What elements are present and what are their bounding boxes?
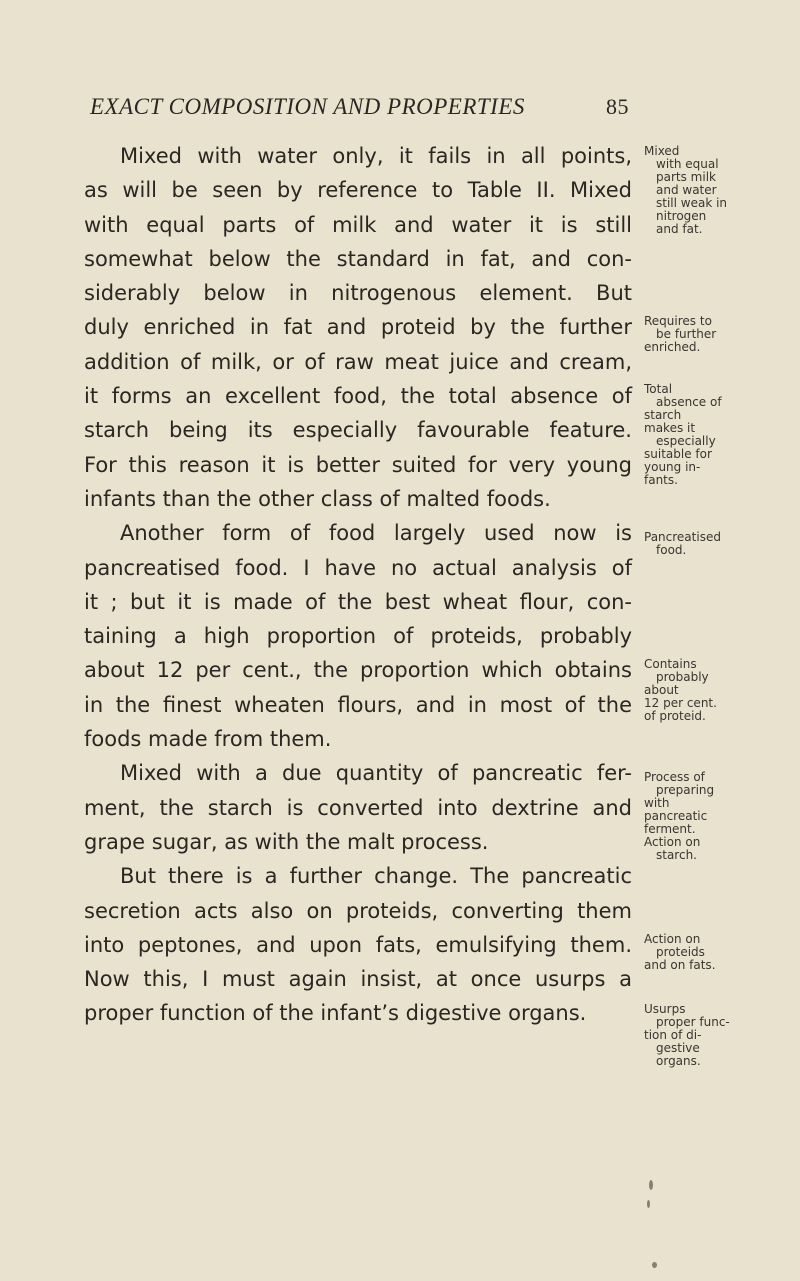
side-note-line: Mixed	[644, 144, 680, 158]
side-note-line: gestive	[656, 1041, 700, 1055]
body-line: in the finest wheaten flours, and in most of the	[84, 692, 632, 717]
side-note-line: Process of	[644, 770, 705, 784]
side-note-line: food.	[656, 543, 687, 557]
side-note-line: and water	[656, 183, 717, 197]
body-line: For this reason it is better suited for very young	[84, 452, 632, 477]
side-note-line: Usurps	[644, 1002, 686, 1016]
side-note-line: of proteid.	[644, 709, 706, 723]
side-note-process-of-preparing	[644, 771, 794, 862]
body-line: Now this, I must again insist, at once usurps a	[84, 967, 632, 992]
side-note-absence-of-starch	[644, 383, 794, 487]
side-note-line: Requires to	[644, 314, 712, 328]
side-note-line: with equal	[656, 157, 719, 171]
body-line: ment, the starch is converted into dextrine and	[84, 795, 632, 820]
side-note-line: absence of	[656, 395, 722, 409]
running-title: EXACT COMPOSITION AND PROPERTIES	[90, 94, 525, 119]
body-line: Another form of food largely used now is	[120, 521, 632, 546]
running-header	[90, 94, 630, 120]
side-note-action-on-proteids	[644, 933, 794, 972]
body-line: foods made from them.	[84, 727, 332, 752]
side-note-line: be further	[656, 327, 717, 341]
side-note-line: about	[644, 683, 679, 697]
body-line: somewhat below the standard in fat, and con-	[84, 246, 632, 271]
scan-speck	[647, 1200, 650, 1208]
side-note-line: tion of di-	[644, 1028, 702, 1042]
body-line: it forms an excellent food, the total absence of	[84, 384, 632, 409]
side-note-line: organs.	[656, 1054, 701, 1068]
side-note-pancreatised-food	[644, 531, 794, 557]
body-line: Mixed with a due quantity of pancreatic fer-	[120, 761, 632, 786]
body-line: Mixed with water only, it fails in all points,	[120, 144, 632, 168]
side-note-line: makes it	[644, 421, 696, 435]
side-note-line: young in-	[644, 460, 701, 474]
body-line: siderably below in nitrogenous element. But	[84, 281, 632, 306]
side-note-requires-enrichment	[644, 315, 794, 354]
side-note-line: starch.	[656, 848, 697, 862]
page-number: 85	[606, 94, 629, 119]
side-note-line: proteids	[656, 945, 705, 959]
side-note-line: enriched.	[644, 340, 701, 354]
side-note-line: pancreatic	[644, 809, 708, 823]
body-line: addition of milk, or of raw meat juice and cream,	[84, 349, 632, 374]
scan-speck	[652, 1262, 657, 1268]
side-note-line: preparing	[656, 783, 715, 797]
side-note-mixed-water	[644, 145, 794, 236]
side-note-line: and on fats.	[644, 958, 716, 972]
body-line: infants than the other class of malted foods.	[84, 486, 551, 511]
body-line: as will be seen by reference to Table II. Mixed	[84, 178, 632, 203]
side-note-line: Action on	[644, 932, 701, 946]
body-line: starch being its especially favourable feature.	[84, 418, 632, 443]
side-note-contains-proteid	[644, 658, 794, 723]
body-line: into peptones, and upon fats, emulsifying them.	[84, 932, 632, 957]
side-note-line: parts milk	[656, 170, 716, 184]
side-note-line: with	[644, 796, 670, 810]
side-note-line: and fat.	[656, 222, 703, 236]
side-note-line: fants.	[644, 473, 678, 487]
side-note-line: ferment.	[644, 822, 696, 836]
body-line: with equal parts of milk and water it is still	[84, 212, 632, 237]
side-note-line: still weak in	[656, 196, 728, 210]
side-note-line: 12 per cent.	[644, 696, 717, 710]
side-note-line: nitrogen	[656, 209, 707, 223]
body-line: proper function of the infant’s digestive organs.	[84, 1001, 587, 1026]
side-note-line: suitable for	[644, 447, 712, 461]
side-note-line: Contains	[644, 657, 697, 671]
side-note-line: Total	[644, 382, 673, 396]
side-note-line: probably	[656, 670, 709, 684]
side-note-line: Action on	[644, 835, 701, 849]
body-line: grape sugar, as with the malt process.	[84, 829, 489, 854]
side-note-line: starch	[644, 408, 682, 422]
body-line: it ; but it is made of the best wheat flour, con-	[84, 589, 632, 614]
side-note-line: especially	[656, 434, 716, 448]
scan-speck	[649, 1180, 653, 1190]
body-text	[84, 139, 632, 1031]
body-line: pancreatised food. I have no actual analysis of	[84, 555, 632, 580]
body-line: secretion acts also on proteids, converting them	[84, 898, 632, 923]
body-line: about 12 per cent., the proportion which obtains	[84, 658, 632, 683]
side-note-line: Pancreatised	[644, 530, 721, 544]
body-line: duly enriched in fat and proteid by the further	[84, 315, 632, 340]
body-line: But there is a further change. The pancreatic	[120, 864, 632, 889]
body-line: taining a high proportion of proteids, probably	[84, 624, 632, 649]
side-note-line: proper func-	[656, 1015, 730, 1029]
side-note-usurps-function	[644, 1003, 794, 1068]
